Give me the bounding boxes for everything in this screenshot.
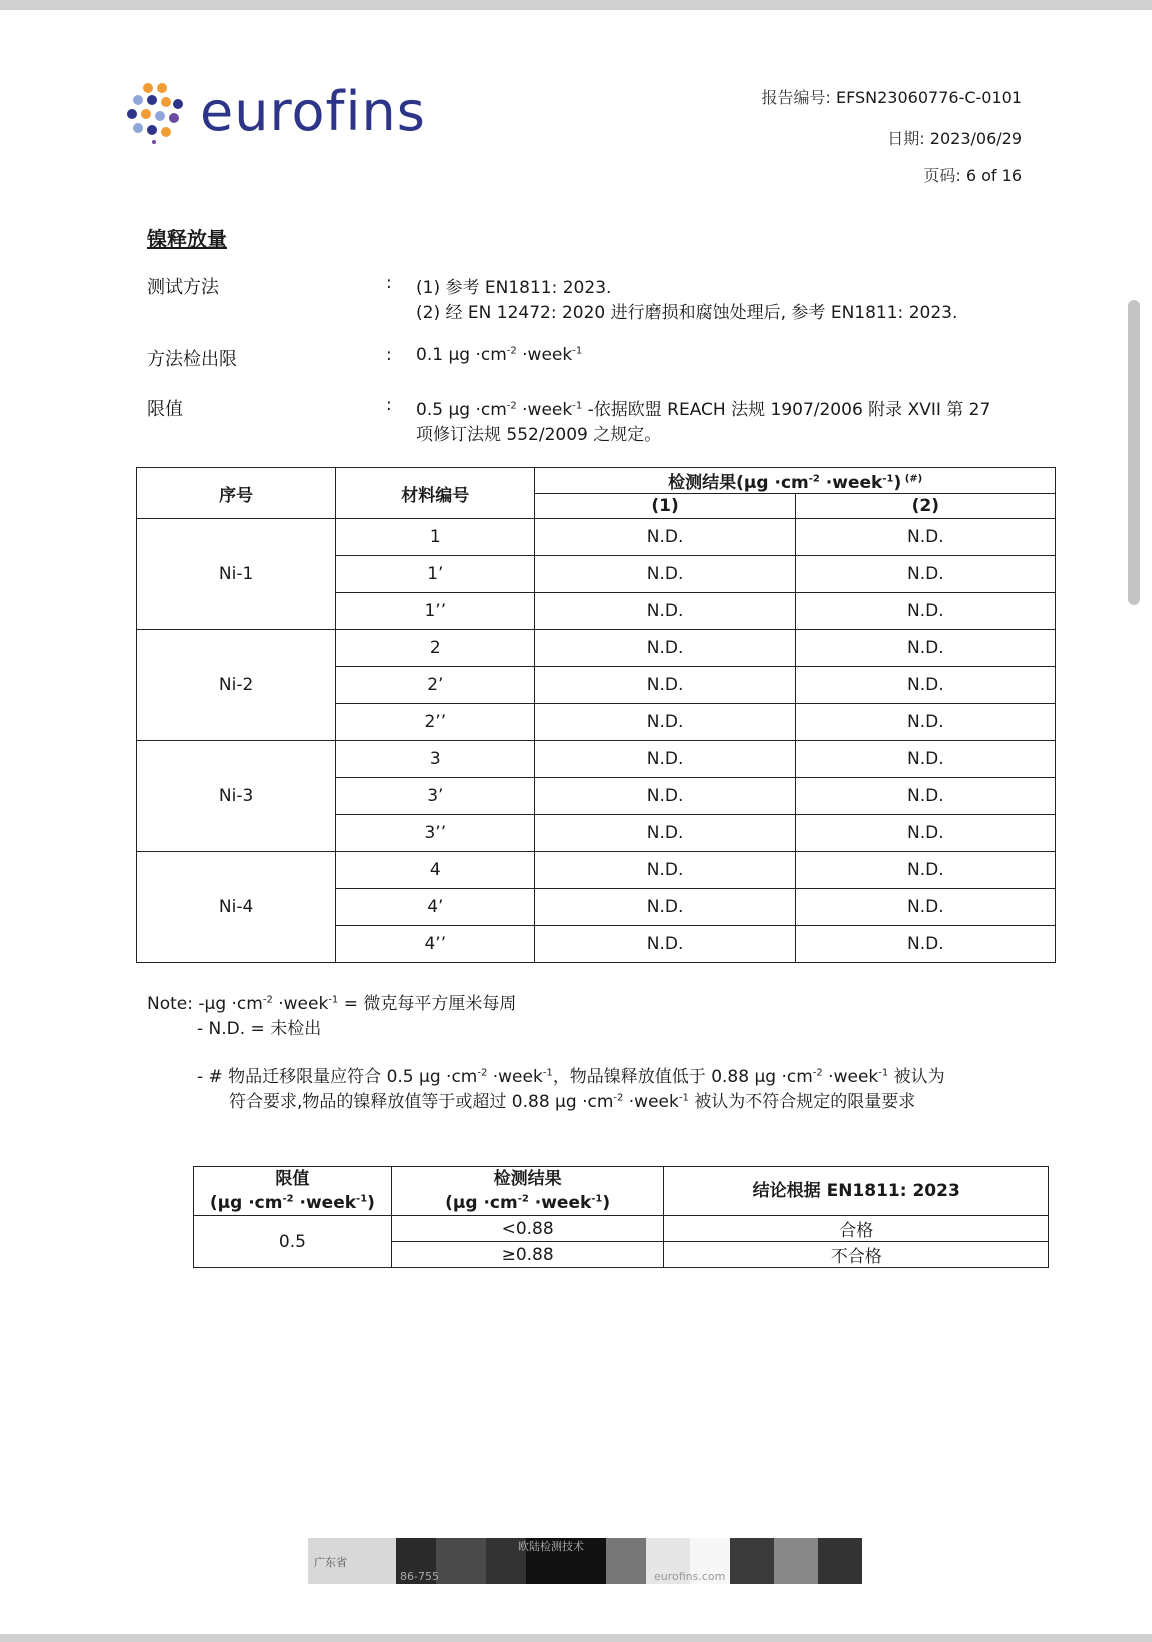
material-cell: 3’ [336, 778, 535, 815]
result1-cell: N.D. [535, 889, 795, 926]
seq-cell: Ni-2 [137, 630, 336, 741]
result2-cell: N.D. [795, 519, 1055, 556]
window-bottom-bar [0, 1634, 1152, 1642]
result2-cell: N.D. [795, 852, 1055, 889]
result2-cell: N.D. [795, 741, 1055, 778]
material-cell: 1’ [336, 556, 535, 593]
logo-text: eurofins [200, 80, 426, 143]
result1-cell: N.D. [535, 704, 795, 741]
report-number: 报告编号: EFSN23060776-C-0101 [761, 88, 1022, 107]
table-row [137, 519, 1056, 556]
note-unit: Note: $-\mu g \cdot cm^{-2}$ ·week$^{-1}$ = 微克每平方厘米每周 [147, 994, 517, 1014]
limit-value: 0.5 $\mu g \cdot cm^{-2}$ ·week$^{-1}$ -依据欧盟 REACH 法规 1907/2006 附录 XVII 第 27 [416, 400, 991, 420]
col-header-sub2: (2) [795, 494, 1055, 519]
limit-cell: 0.5 [194, 1216, 392, 1268]
result2-cell: N.D. [795, 926, 1055, 963]
note-limit-line1: - # 物品迁移限量应符合 0.5 $\mu g \cdot cm^{-2}$ ·week$^{-1}$，物品镍释放值低于 0.88 $\mu g \cdot cm^{-2}$ ·week$^{-1}$ 被认为 [197, 1067, 945, 1087]
result2-cell: N.D. [795, 667, 1055, 704]
material-cell: 2 [336, 630, 535, 667]
colon: : [386, 345, 392, 365]
seq-cell: Ni-1 [137, 519, 336, 630]
col-header-result: 检测结果 ($\mu g \cdot cm^{-2}$ ·week$^{-1}$) [391, 1167, 664, 1216]
seq-cell: Ni-3 [137, 741, 336, 852]
test-method-label: 测试方法 [147, 277, 219, 298]
detection-limit-label: 方法检出限 [147, 349, 237, 370]
material-cell: 1’’ [336, 593, 535, 630]
result2-cell: N.D. [795, 630, 1055, 667]
conclusion-table [193, 1166, 1049, 1268]
material-cell: 4’ [336, 889, 535, 926]
material-cell: 2’’ [336, 704, 535, 741]
window-top-bar [0, 0, 1152, 10]
note-limit-line2: 符合要求,物品的镍释放值等于或超过 0.88 $\mu g \cdot cm^{-2}$ ·week$^{-1}$ 被认为不符合规定的限量要求 [229, 1092, 916, 1112]
result-cell: ≥0.88 [391, 1242, 664, 1268]
colon: : [386, 273, 392, 293]
col-header-material: 材料编号 [336, 468, 535, 519]
result1-cell: N.D. [535, 593, 795, 630]
conclusion-cell: 不合格 [664, 1242, 1049, 1268]
result2-cell: N.D. [795, 704, 1055, 741]
material-cell: 3’’ [336, 815, 535, 852]
material-cell: 4’’ [336, 926, 535, 963]
col-header-limit: 限值 ($\mu g \cdot cm^{-2}$ ·week$^{-1}$) [194, 1167, 392, 1216]
colon: : [386, 395, 392, 415]
table-row [137, 741, 1056, 778]
result2-cell: N.D. [795, 593, 1055, 630]
page-number: 页码: 6 of 16 [923, 166, 1022, 185]
section-title: 镍释放量 [147, 227, 227, 251]
col-header-result: 检测结果($\mu g \cdot cm^{-2}$ ·week$^{-1}$) (#) [535, 468, 1056, 494]
result1-cell: N.D. [535, 630, 795, 667]
result2-cell: N.D. [795, 778, 1055, 815]
limit-label: 限值 [147, 399, 183, 420]
results-table [136, 467, 1056, 963]
material-cell: 2’ [336, 667, 535, 704]
result1-cell: N.D. [535, 852, 795, 889]
material-cell: 1 [336, 519, 535, 556]
col-header-conclusion: 结论根据 EN1811: 2023 [664, 1167, 1049, 1216]
table-row [194, 1216, 1049, 1242]
test-method-line2: (2) 经 EN 12472: 2020 进行磨损和腐蚀处理后, 参考 EN1811: 2023. [416, 303, 958, 323]
result-cell: <0.88 [391, 1216, 664, 1242]
report-date: 日期: 2023/06/29 [887, 129, 1022, 148]
material-cell: 3 [336, 741, 535, 778]
seq-cell: Ni-4 [137, 852, 336, 963]
material-cell: 4 [336, 852, 535, 889]
result1-cell: N.D. [535, 519, 795, 556]
table-row [137, 852, 1056, 889]
result1-cell: N.D. [535, 667, 795, 704]
col-header-seq: 序号 [137, 468, 336, 519]
table-row [137, 630, 1056, 667]
result2-cell: N.D. [795, 815, 1055, 852]
result1-cell: N.D. [535, 926, 795, 963]
result1-cell: N.D. [535, 741, 795, 778]
redacted-footer: 广东省 欧陆检测技术 86-755 eurofins.com [308, 1538, 880, 1584]
test-method-line1: (1) 参考 EN1811: 2023. [416, 278, 612, 298]
detection-limit-value: 0.1 $\mu g \cdot cm^{-2}$ ·week$^{-1}$ [416, 345, 583, 365]
result1-cell: N.D. [535, 778, 795, 815]
result1-cell: N.D. [535, 556, 795, 593]
col-header-sub1: (1) [535, 494, 795, 519]
note-nd: - N.D. = 未检出 [197, 1019, 322, 1039]
conclusion-cell: 合格 [664, 1216, 1049, 1242]
scrollbar[interactable] [1128, 300, 1140, 605]
logo-dots-icon [126, 82, 188, 144]
result1-cell: N.D. [535, 815, 795, 852]
result2-cell: N.D. [795, 889, 1055, 926]
result2-cell: N.D. [795, 556, 1055, 593]
limit-value-line2: 项修订法规 552/2009 之规定。 [416, 425, 662, 445]
